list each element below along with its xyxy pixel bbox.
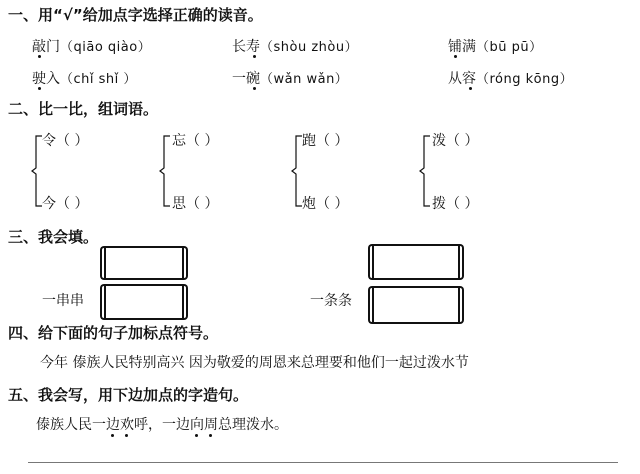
compare-word-top: 泼（ ） — [432, 133, 479, 149]
answer-line[interactable] — [28, 462, 618, 463]
pinyin-options: （chǐ shǐ ） — [60, 72, 137, 87]
emphasis-dot — [454, 55, 457, 58]
emphasis-dot — [253, 55, 256, 58]
emphasis-dot — [469, 87, 472, 90]
emphasis-dot — [111, 434, 114, 437]
emphasis-dot — [38, 55, 41, 58]
answer-scroll-box[interactable] — [372, 286, 460, 324]
pinyin-options: （qiāo qiào） — [60, 40, 152, 55]
compare-word-bottom: 炮（ ） — [302, 196, 349, 212]
brace-icon — [418, 134, 432, 208]
emphasis-dot — [253, 87, 256, 90]
compare-word-top: 令（ ） — [42, 133, 89, 149]
word-item — [32, 36, 151, 56]
word-item — [232, 36, 358, 56]
word: 一碗 — [232, 71, 260, 87]
pinyin-options: （róng kōng） — [476, 72, 574, 87]
punctuation-sentence: 今年 傣族人民特别高兴 因为敬爱的周恩来总理要和他们一起过泼水节 — [40, 355, 469, 371]
word-item — [448, 36, 543, 56]
pinyin-options: （shòu zhòu） — [260, 40, 359, 55]
word: 敲门 — [32, 39, 60, 55]
emphasis-dot — [125, 434, 128, 437]
fill-label-right: 一条条 — [310, 293, 352, 309]
answer-scroll-box[interactable] — [104, 284, 184, 320]
word-item — [232, 68, 348, 88]
pinyin-options: （bū pū） — [476, 40, 543, 55]
word: 铺满 — [448, 39, 476, 55]
compare-word-top: 忘（ ） — [172, 133, 219, 149]
word: 长寿 — [232, 39, 260, 55]
pinyin-options: （wǎn wǎn） — [260, 72, 349, 87]
emphasis-dot — [195, 434, 198, 437]
section2-heading: 二、比一比，组词语。 — [8, 100, 159, 118]
word-item — [448, 68, 573, 88]
answer-scroll-box[interactable] — [372, 244, 460, 280]
section5-heading: 五、我会写，用下边加点的字造句。 — [8, 386, 249, 404]
word: 驶入 — [32, 71, 60, 87]
word-item — [32, 68, 137, 88]
section1-heading: 一、用“√”给加点字选择正确的读音。 — [8, 6, 263, 24]
section4-heading: 四、给下面的句子加标点符号。 — [8, 324, 219, 342]
emphasis-dot — [209, 434, 212, 437]
emphasis-dot — [38, 87, 41, 90]
compare-word-bottom: 思（ ） — [172, 196, 219, 212]
compare-word-top: 跑（ ） — [302, 133, 349, 149]
compare-word-bottom: 今（ ） — [42, 196, 89, 212]
brace-icon — [158, 134, 172, 208]
example-sentence: 傣族人民一边欢呼，一边向周总理泼水。 — [36, 417, 288, 433]
section3-heading: 三、我会填。 — [8, 228, 99, 246]
compare-word-bottom: 拨（ ） — [432, 196, 479, 212]
word: 从容 — [448, 71, 476, 87]
answer-scroll-box[interactable] — [104, 246, 184, 280]
fill-label-left: 一串串 — [42, 293, 84, 309]
